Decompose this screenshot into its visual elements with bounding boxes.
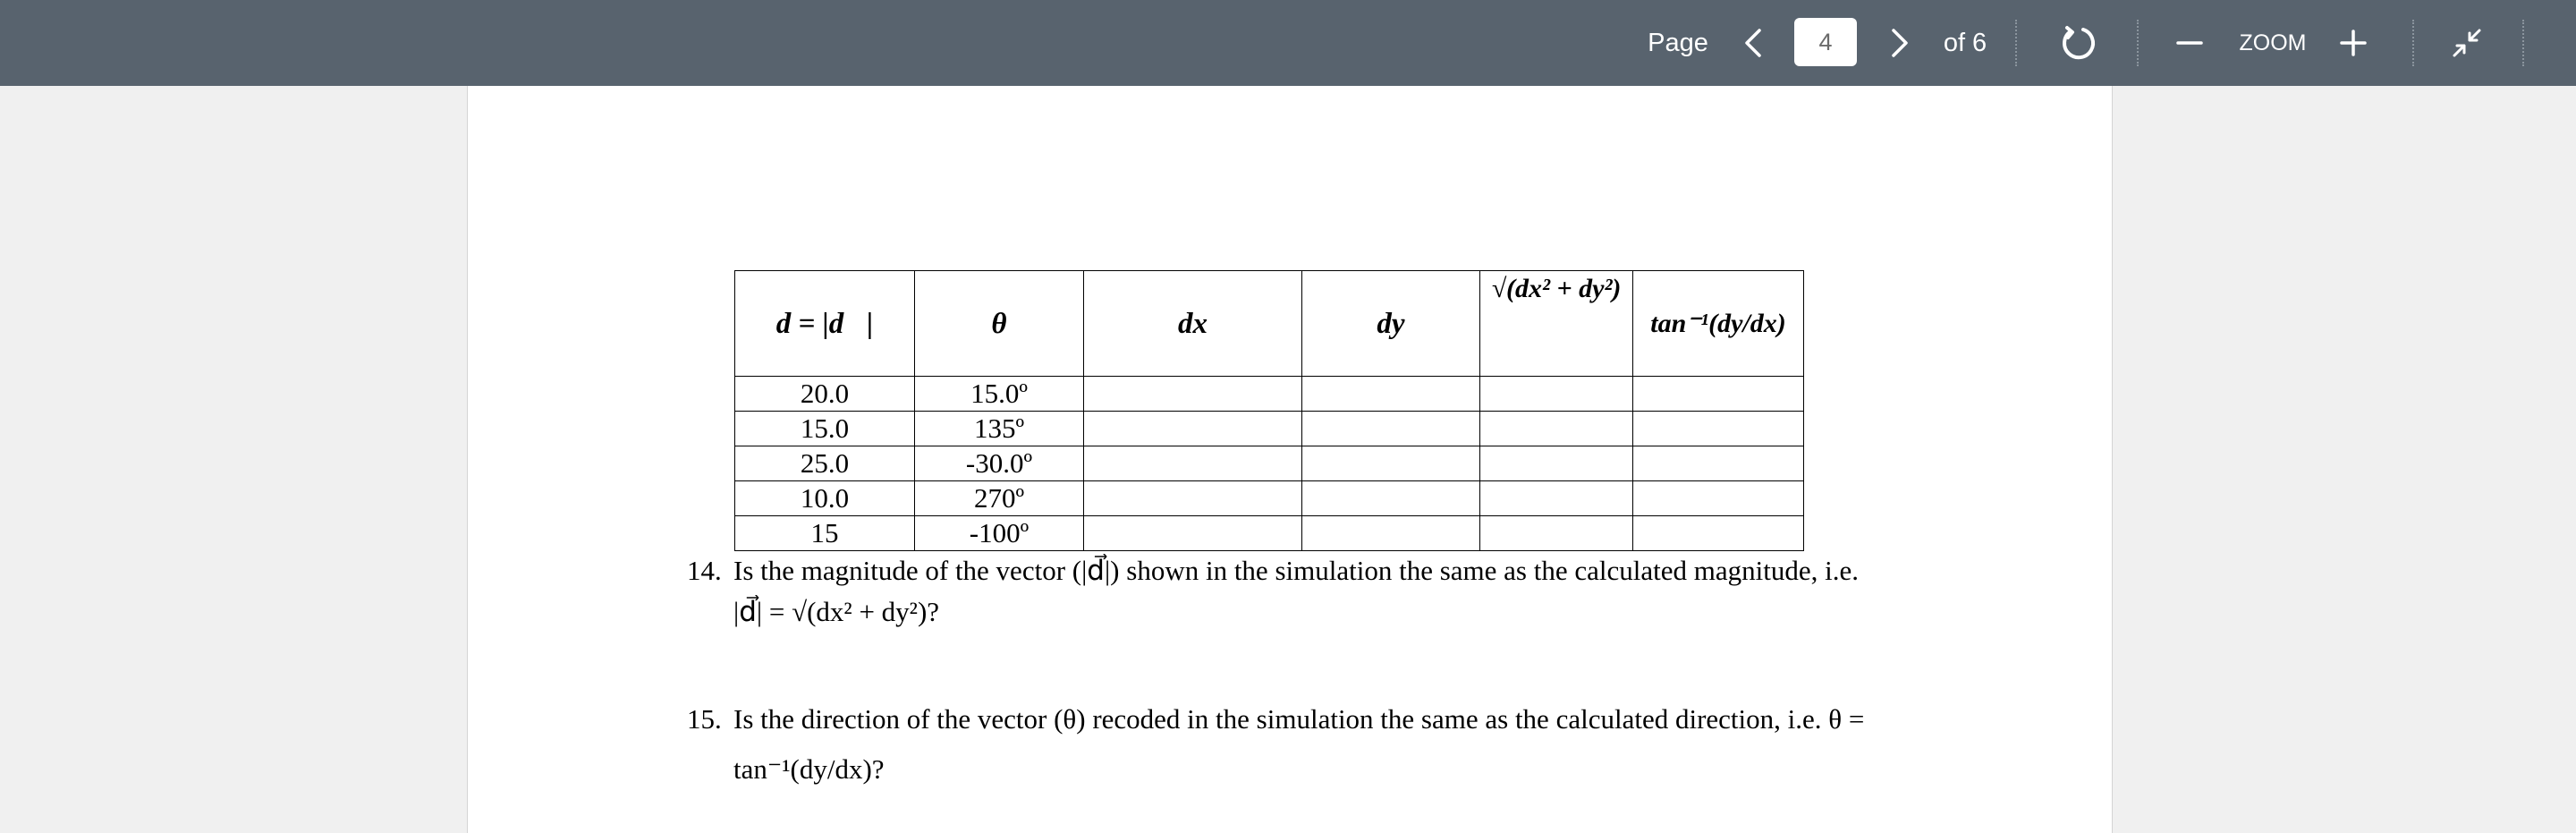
page-number-input[interactable]: [1794, 18, 1857, 66]
chevron-right-icon: [1890, 28, 1910, 58]
table-row: [735, 377, 1804, 412]
cell-dx: [1084, 516, 1302, 551]
header-dx: dx: [1084, 271, 1302, 377]
question-text: Is the magnitude of the vector (|d⃗|) shown in the simulation the same as the calculated magnitude, i.e.: [733, 555, 1859, 586]
cell-dx: [1084, 377, 1302, 412]
cell-sqrt: [1480, 516, 1633, 551]
table-row: [735, 412, 1804, 446]
cell-theta: 135º: [915, 412, 1084, 446]
cell-arctan: [1633, 516, 1804, 551]
cell-magnitude: 25.0: [735, 446, 915, 481]
page-count: of 6: [1943, 28, 1987, 57]
header-sqrt: √(dx² + dy²): [1480, 271, 1633, 377]
question-formula: |d⃗| = √(dx² + dy²)?: [733, 596, 940, 627]
zoom-in-icon: [2339, 29, 2368, 57]
cell-magnitude: 10.0: [735, 481, 915, 516]
page-label: Page: [1648, 28, 1708, 57]
table-header-row: [735, 271, 1804, 377]
rotate-icon: [2060, 24, 2097, 62]
toolbar-divider: [2015, 20, 2017, 66]
cell-arctan: [1633, 377, 1804, 412]
zoom-in-button[interactable]: [2336, 0, 2370, 86]
cell-sqrt: [1480, 412, 1633, 446]
cell-dx: [1084, 446, 1302, 481]
cell-sqrt: [1480, 481, 1633, 516]
question-text: Is the direction of the vector (θ) recoded in the simulation the same as the calculated direction, i.e. θ =: [733, 703, 1865, 735]
cell-sqrt: [1480, 446, 1633, 481]
cell-theta: 270º: [915, 481, 1084, 516]
table-row: [735, 516, 1804, 551]
question-formula: tan⁻¹(dy/dx)?: [733, 753, 885, 785]
previous-page-button[interactable]: [1735, 0, 1771, 86]
cell-dx: [1084, 481, 1302, 516]
cell-dy: [1302, 377, 1480, 412]
cell-sqrt: [1480, 377, 1633, 412]
toolbar-divider: [2412, 20, 2414, 66]
chevron-left-icon: [1743, 28, 1763, 58]
exit-fullscreen-icon: [2451, 27, 2483, 59]
toolbar-divider: [2137, 20, 2139, 66]
table-row: [735, 446, 1804, 481]
cell-dy: [1302, 412, 1480, 446]
question-number: 14.: [687, 555, 722, 586]
vector-table: [734, 270, 1804, 551]
header-dy: dy: [1302, 271, 1480, 377]
header-arctan: tan⁻¹(dy/dx): [1633, 271, 1804, 377]
next-page-button[interactable]: [1882, 0, 1918, 86]
cell-arctan: [1633, 481, 1804, 516]
pdf-toolbar: [0, 0, 2576, 86]
rotate-button[interactable]: [2057, 0, 2100, 86]
cell-dy: [1302, 481, 1480, 516]
zoom-label: ZOOM: [2239, 30, 2307, 55]
cell-dy: [1302, 516, 1480, 551]
cell-dx: [1084, 412, 1302, 446]
cell-dy: [1302, 446, 1480, 481]
table-row: [735, 481, 1804, 516]
exit-fullscreen-button[interactable]: [2447, 0, 2487, 86]
cell-theta: -30.0º: [915, 446, 1084, 481]
cell-magnitude: 15.0: [735, 412, 915, 446]
zoom-out-icon: [2176, 30, 2203, 56]
cell-magnitude: 20.0: [735, 377, 915, 412]
question-number: 15.: [687, 703, 722, 735]
toolbar-divider: [2522, 20, 2524, 66]
cell-magnitude: 15: [735, 516, 915, 551]
zoom-out-button[interactable]: [2174, 0, 2206, 86]
cell-arctan: [1633, 446, 1804, 481]
cell-theta: 15.0º: [915, 377, 1084, 412]
cell-arctan: [1633, 412, 1804, 446]
cell-theta: -100º: [915, 516, 1084, 551]
header-magnitude: d = |d⃗|: [735, 271, 915, 377]
header-theta: θ: [915, 271, 1084, 377]
